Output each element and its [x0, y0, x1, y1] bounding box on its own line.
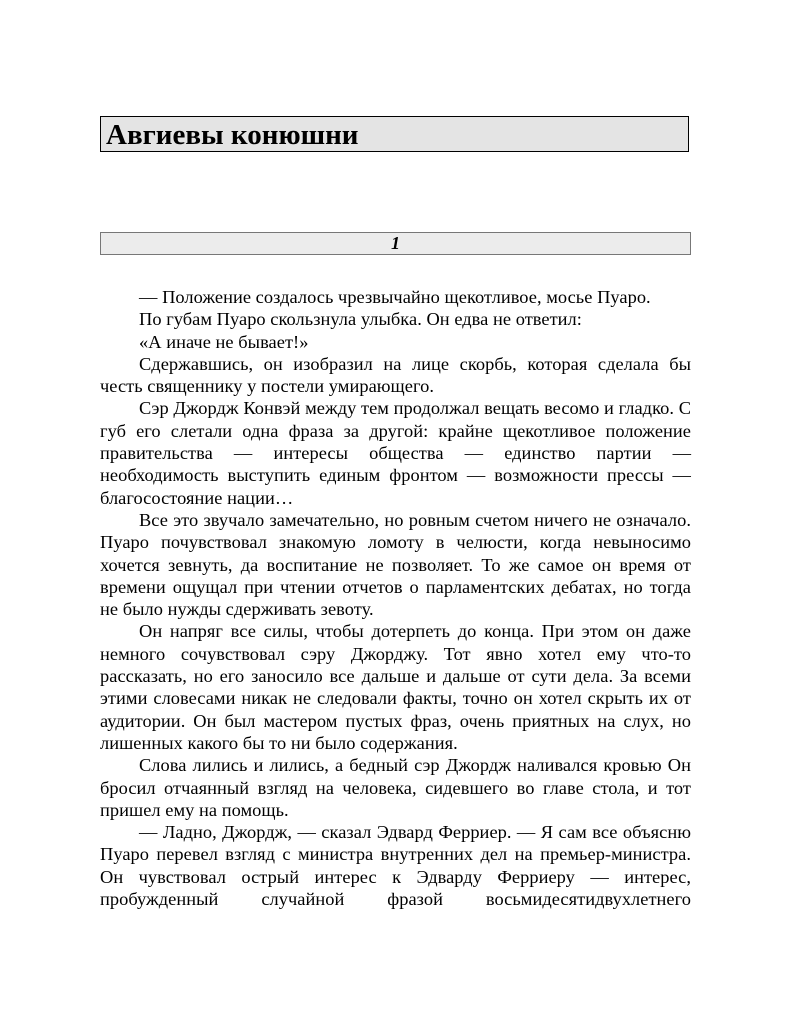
paragraph-3: «А иначе не бывает!» — [139, 331, 309, 352]
paragraph-8: Слова лились и лились, а бедный сэр Джордж наливался кровью Он бросил отчаянный взгляд на человека, сидевшего во главе стола, и тот пришел ему на помощь. — [100, 755, 691, 820]
chapter-title-box — [100, 116, 689, 152]
paragraph-7: Он напряг все силы, чтобы дотерпеть до конца. При этом он даже немного сочувствовал сэру Джорджу. Тот явно хотел ему что-то рассказать, но его заносило все дальше и дальше от сути дела. За всеми этими словесами никак не следовали факты, точно он хотел скрыть их от аудитории. Он был мастером пустых фраз, очень приятных на слух, но лишенных какого бы то ни было содержания. — [100, 621, 691, 753]
chapter-title: Авгиевы конюшни — [106, 119, 359, 151]
paragraph-5: Сэр Джордж Конвэй между тем продолжал вещать весомо и гладко. С губ его слетали одна фраза за другой: крайне щекотливое положение правительства — интересы общества — единство партии — необходимость выступить единым фронтом — возможности прессы — благосостояние нации… — [100, 398, 691, 508]
paragraph-1: — Положение создалось чрезвычайно щекотливое, мосье Пуаро. — [139, 287, 651, 307]
paragraph-6: Все это звучало замечательно, но ровным счетом ничего не означало. Пуаро почувствовал знакомую ломоту в челюсти, когда невыносимо хочется зевнуть, да воспитание не позволяет. То же самое он время от времени ощущал при чтении отчетов о парламентских дебатах, но тогда не было нужды сдерживать зевоту. — [100, 509, 691, 620]
paragraph-2: По губам Пуаро скользнула улыбка. Он едва не ответил: — [139, 309, 582, 330]
paragraph-9: — Ладно, Джордж, — сказал Эдвард Ферриер. — Я сам все объясню Пуаро перевел взгляд с министра внутренних дел на премьер-министра. Он чувствовал острый интерес к Эдварду Ферриеру — интерес, пробужденный случайной фразой восьмидесятидвухлетнего — [100, 822, 691, 910]
section-heading-box — [100, 232, 691, 255]
paragraph-4: Сдержавшись, он изобразил на лице скорбь, которая сделала бы честь священнику у постели умирающего. — [100, 353, 691, 397]
section-number: 1 — [391, 233, 400, 253]
chapter-text — [100, 286, 691, 910]
